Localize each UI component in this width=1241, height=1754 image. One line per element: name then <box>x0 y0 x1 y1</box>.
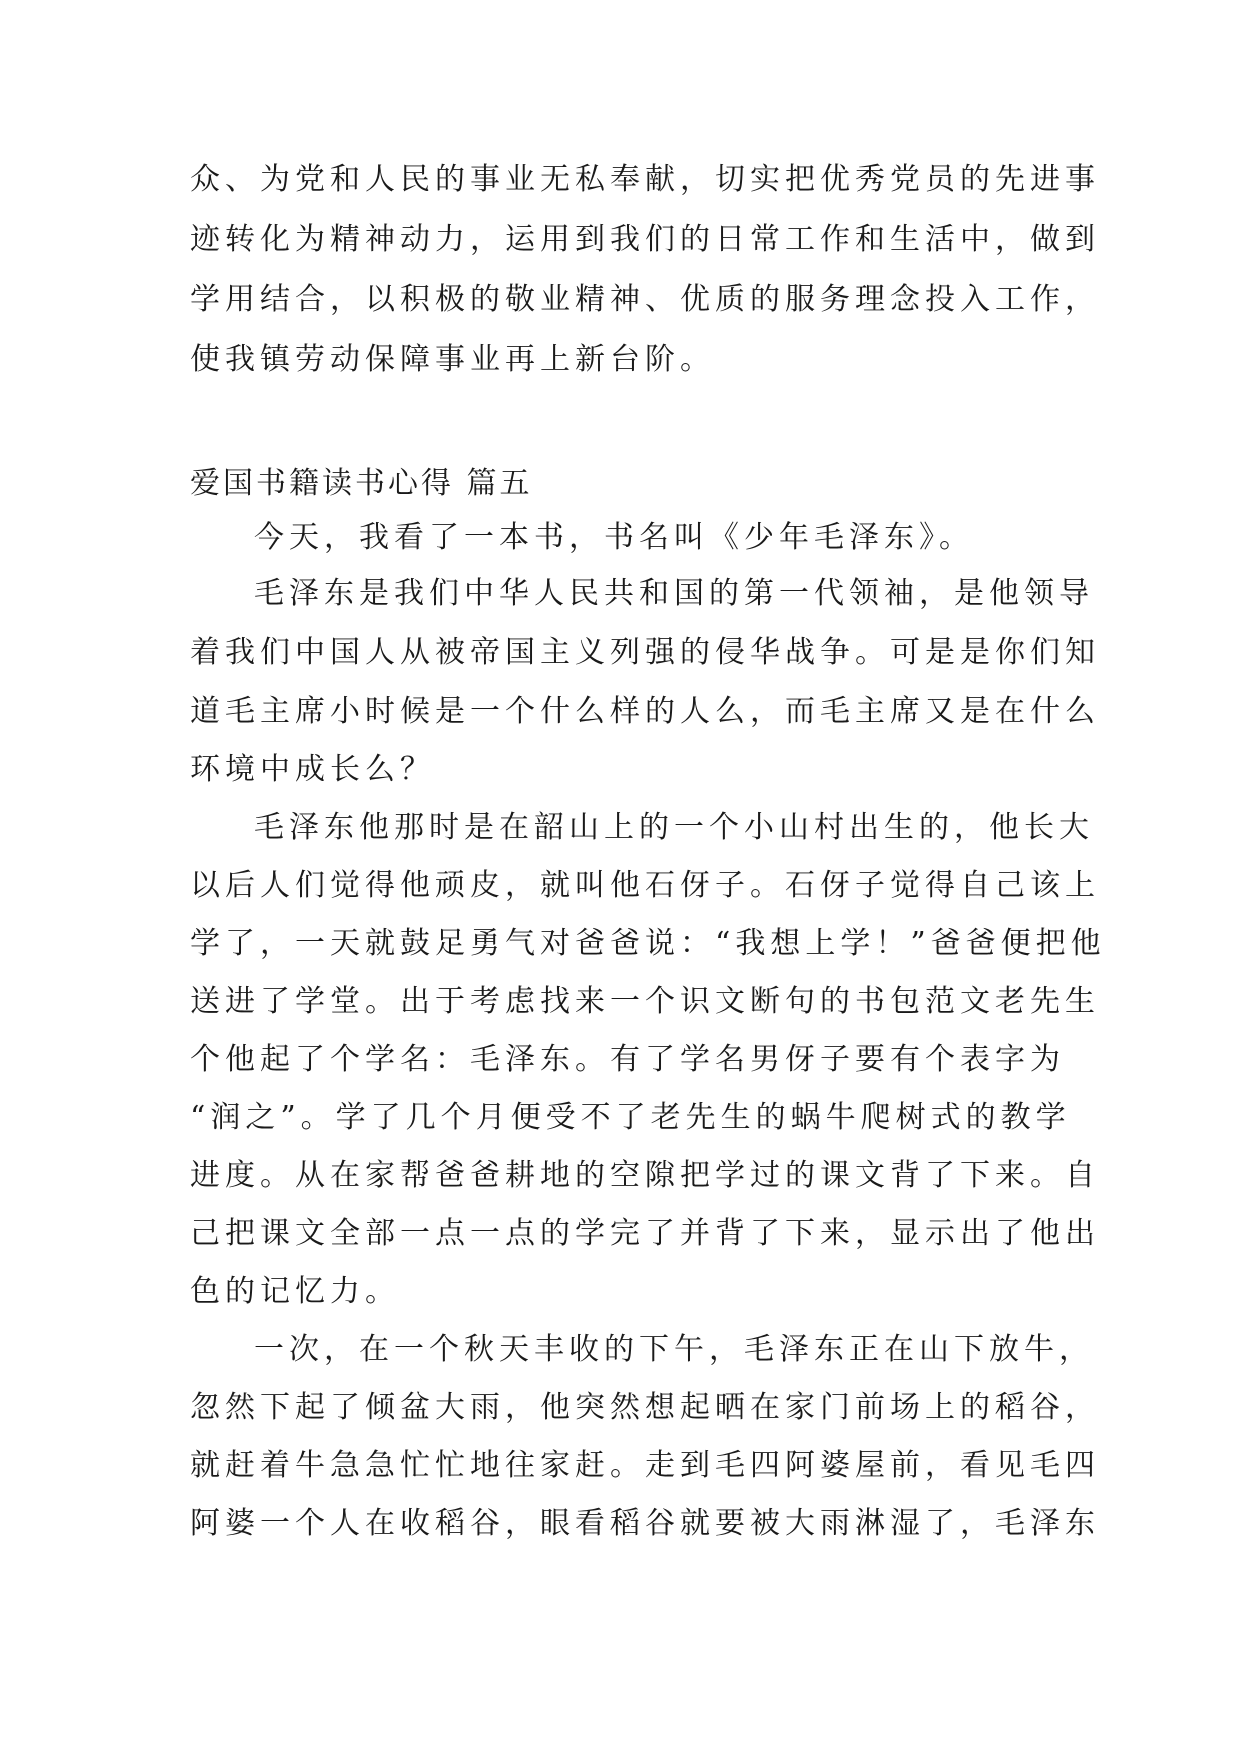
text-line: 己把课文全部一点一点的学完了并背了下来，显示出了他出 <box>190 1216 1100 1251</box>
text-line: 道毛主席小时候是一个什么样的人么，而毛主席又是在什么 <box>190 694 1100 729</box>
text-line: 进度。从在家帮爸爸耕地的空隙把学过的课文背了下来。自 <box>190 1158 1100 1193</box>
text-line: 以后人们觉得他顽皮，就叫他石伢子。石伢子觉得自己该上 <box>190 868 1100 903</box>
text-line: 学用结合，以积极的敬业精神、优质的服务理念投入工作， <box>190 282 1100 317</box>
section-title: 爱国书籍读书心得 篇五 <box>190 466 533 501</box>
text-line: 众、为党和人民的事业无私奉献，切实把优秀党员的先进事 <box>190 162 1100 197</box>
text-line: “润之”。学了几个月便受不了老先生的蜗牛爬树式的教学 <box>190 1100 1071 1135</box>
text-line: 迹转化为精神动力，运用到我们的日常工作和生活中，做到 <box>190 222 1100 257</box>
text-line: 忽然下起了倾盆大雨，他突然想起晒在家门前场上的稻谷， <box>190 1390 1100 1425</box>
text-line: 个他起了个学名：毛泽东。有了学名男伢子要有个表字为 <box>190 1042 1065 1077</box>
text-line: 色的记忆力。 <box>190 1274 400 1309</box>
text-line: 学了，一天就鼓足勇气对爸爸说：“我想上学！”爸爸便把他 <box>190 926 1106 961</box>
text-line: 阿婆一个人在收稻谷，眼看稻谷就要被大雨淋湿了，毛泽东 <box>190 1506 1100 1541</box>
text-line: 一次，在一个秋天丰收的下午，毛泽东正在山下放牛， <box>254 1332 1094 1367</box>
text-line: 着我们中国人从被帝国主义列强的侵华战争。可是是你们知 <box>190 635 1100 670</box>
text-line: 使我镇劳动保障事业再上新台阶。 <box>190 342 715 377</box>
text-line: 送进了学堂。出于考虑找来一个识文断句的书包范文老先生 <box>190 984 1100 1019</box>
text-line: 环境中成长么？ <box>190 752 435 787</box>
text-line: 毛泽东他那时是在韶山上的一个小山村出生的，他长大 <box>254 810 1094 845</box>
text-line: 毛泽东是我们中华人民共和国的第一代领袖，是他领导 <box>254 576 1094 611</box>
text-line: 今天，我看了一本书，书名叫《少年毛泽东》。 <box>254 520 974 555</box>
text-line: 就赶着牛急急忙忙地往家赶。走到毛四阿婆屋前，看见毛四 <box>190 1448 1100 1483</box>
